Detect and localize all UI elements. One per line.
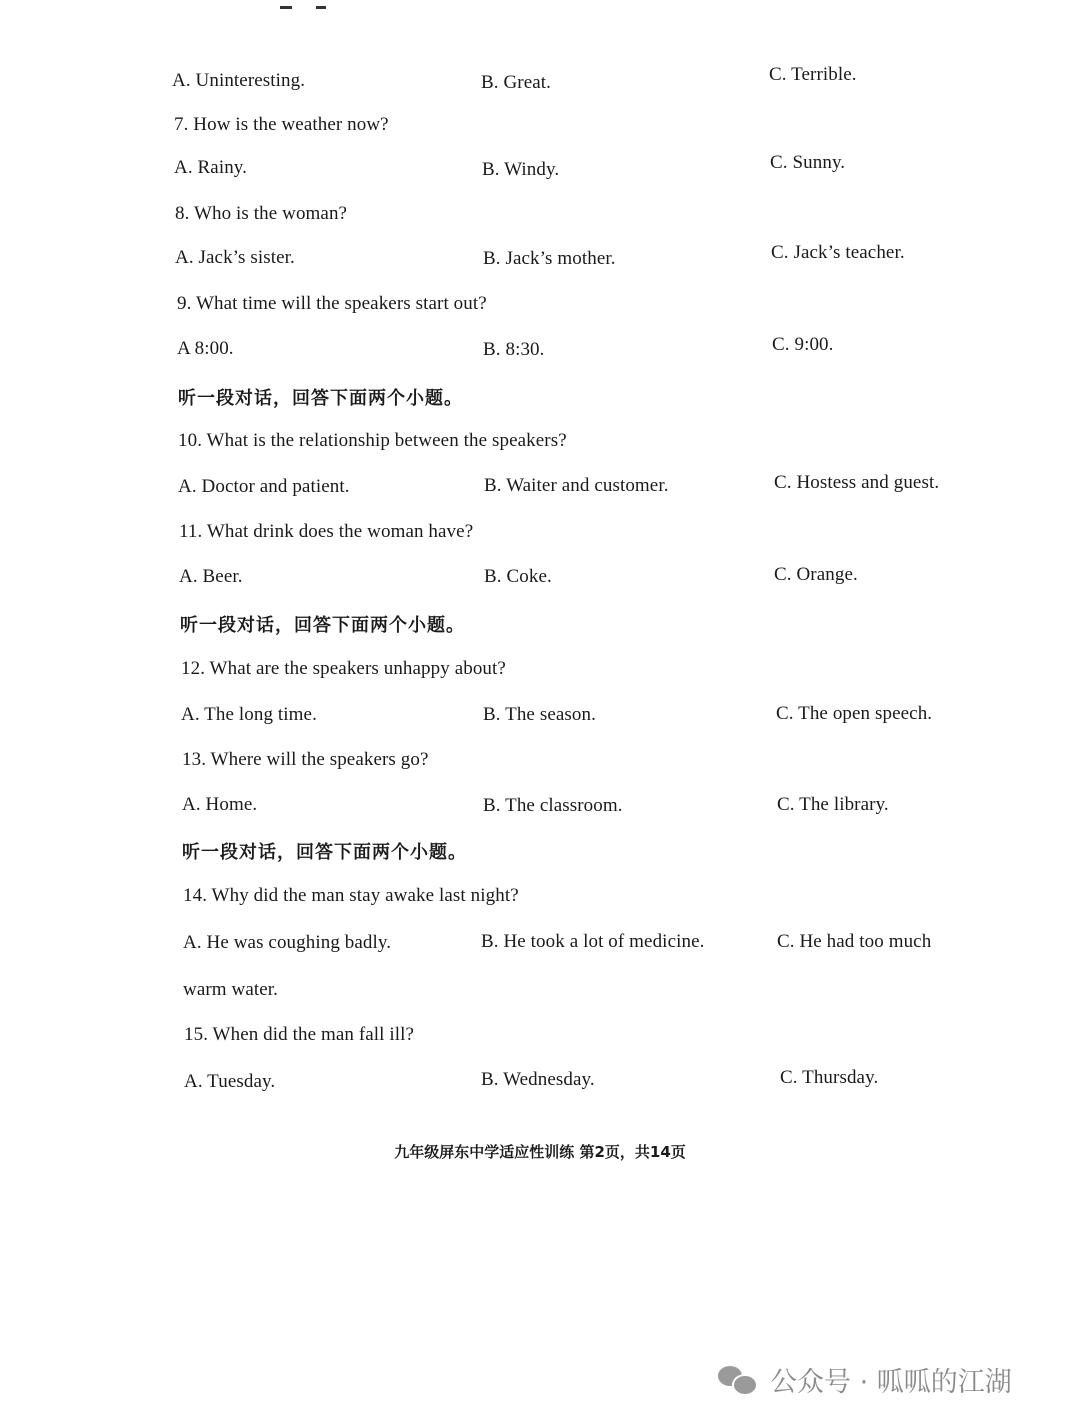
q9-option-b: B. 8:30. [483,339,545,360]
q10-option-a: A. Doctor and patient. [178,476,350,497]
wechat-icon [718,1364,758,1394]
q8-option-b: B. Jack’s mother. [483,248,616,269]
q9-option-c: C. 9:00. [772,334,834,355]
q13-option-b: B. The classroom. [483,795,623,816]
section-instruction: 听一段对话，回答下面两个小题。 [178,388,463,409]
q10-question: 10. What is the relationship between the speakers? [178,430,567,451]
q15-option-a: A. Tuesday. [184,1071,276,1092]
q7-question: 7. How is the weather now? [174,114,389,135]
q7-option-a: A. Rainy. [174,157,248,178]
q11-option-a: A. Beer. [179,566,243,587]
watermark-text: 公众号 · 呱呱的江湖 [770,1366,1012,1398]
q14-question: 14. Why did the man stay awake last night? [183,885,519,906]
q10-option-b: B. Waiter and customer. [484,475,669,496]
q9-question: 9. What time will the speakers start out? [177,293,487,314]
q8-option-a: A. Jack’s sister. [175,247,295,268]
q12-option-c: C. The open speech. [776,703,933,724]
q14-option-c: C. He had too much [777,931,932,952]
q15-option-b: B. Wednesday. [481,1069,595,1090]
q7-option-b: B. Windy. [482,159,560,180]
q14-option-b: B. He took a lot of medicine. [481,931,705,952]
q6-option-a: A. Uninteresting. [172,70,306,91]
section-instruction: 听一段对话，回答下面两个小题。 [182,842,467,863]
q11-question: 11. What drink does the woman have? [179,521,474,542]
top-edge-marks [280,6,350,24]
q12-question: 12. What are the speakers unhappy about? [181,658,506,679]
q9-option-a: A 8:00. [177,338,234,359]
q13-option-c: C. The library. [777,794,889,815]
q7-option-c: C. Sunny. [770,152,846,173]
q14-option-c-continuation: warm water. [183,979,279,1000]
watermark [718,1362,1012,1396]
q10-option-c: C. Hostess and guest. [774,472,940,493]
section-instruction: 听一段对话，回答下面两个小题。 [180,615,465,636]
q12-option-a: A. The long time. [181,704,317,725]
q13-option-a: A. Home. [182,794,258,815]
q8-question: 8. Who is the woman? [175,203,348,224]
q8-option-c: C. Jack’s teacher. [771,242,905,263]
q15-question: 15. When did the man fall ill? [184,1024,415,1045]
q12-option-b: B. The season. [483,704,596,725]
q15-option-c: C. Thursday. [780,1067,879,1088]
page-footer: 九年级屏东中学适应性训练 第2页，共14页 [394,1143,686,1161]
q13-question: 13. Where will the speakers go? [182,749,429,770]
q6-option-b: B. Great. [481,72,552,93]
q6-option-c: C. Terrible. [769,64,857,85]
q11-option-c: C. Orange. [774,564,858,585]
q14-option-a: A. He was coughing badly. [183,932,392,953]
q11-option-b: B. Coke. [484,566,552,587]
